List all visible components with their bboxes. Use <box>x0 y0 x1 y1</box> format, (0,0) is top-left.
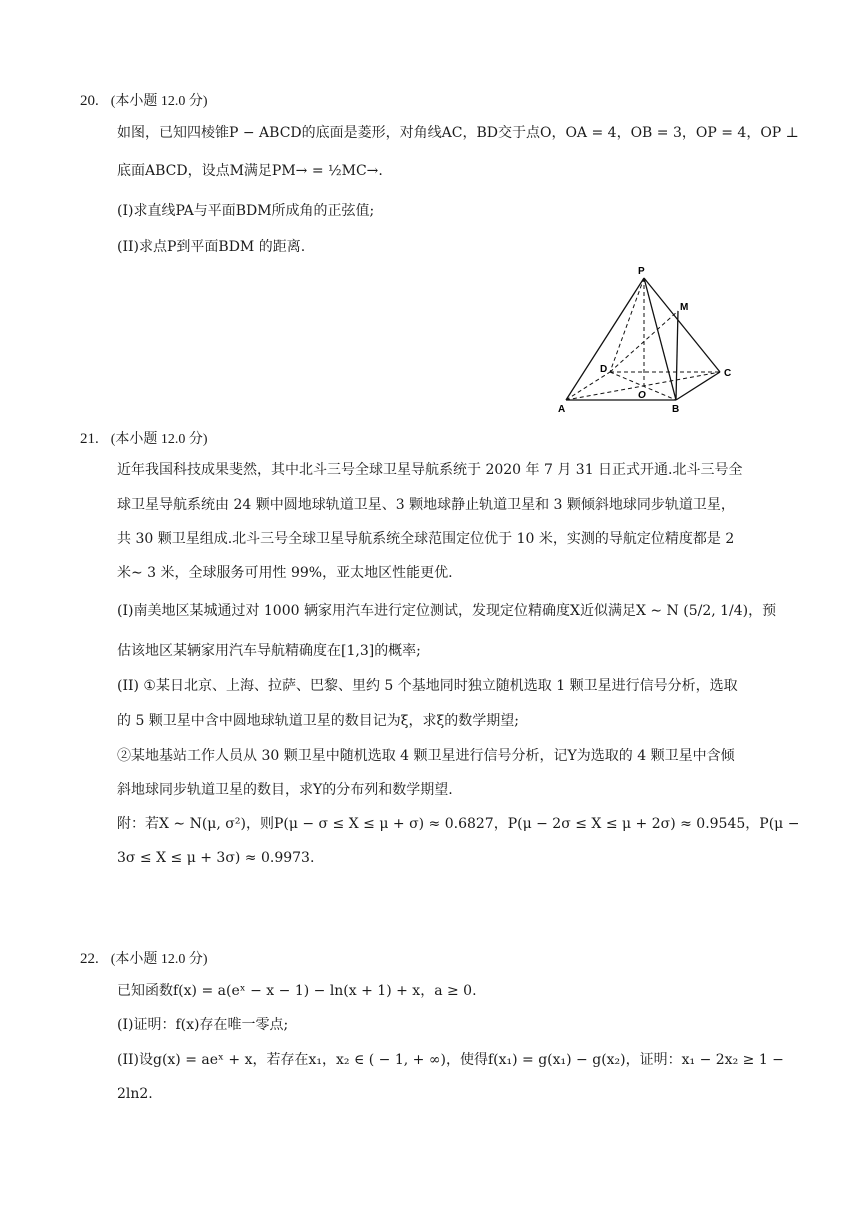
edge-BM <box>676 311 678 400</box>
question-number: 22. <box>80 951 99 967</box>
question-20-line-3: (I)求直线PA与平面BDM所成角的正弦值; <box>117 203 375 219</box>
label-C: C <box>724 368 732 379</box>
question-22-line-3: (II)设g(x) = aeˣ + x，若存在x₁，x₂ ∈ ( − 1, + ∞)，使得f(x₁) = g(x₁) − g(x₂)，证明：x₁ − 2x₂ ≥ 1 − <box>117 1052 784 1068</box>
question-22-line-1: 已知函数f(x) = a(eˣ − x − 1) − ln(x + 1) + x，a ≥ 0. <box>117 983 477 999</box>
question-21-line-10: 斜地球同步轨道卫星的数目，求Y的分布列和数学期望. <box>117 782 453 798</box>
edge-PB <box>644 278 676 400</box>
question-20-line-1: 如图，已知四棱锥P − ABCD的底面是菱形，对角线AC，BD交于点O，OA = 4，OB = 3，OP = 4，OP ⊥ <box>117 125 799 141</box>
label-O: O <box>638 390 646 401</box>
question-21-line-4: 米∼ 3 米，全球服务可用性 99%，亚太地区性能更优. <box>117 565 453 581</box>
question-score-tag: (本小题 12.0 分) <box>110 94 208 109</box>
question-20-line-2: 底面ABCD，设点M满足PM→ = ½MC→. <box>117 163 383 179</box>
question-21-line-5: (I)南美地区某城通过对 1000 辆家用汽车进行定位测试，发现定位精确度X近似满足X ∼ N (5/2, 1/4)，预 <box>117 603 777 619</box>
label-B: B <box>672 404 680 415</box>
question-21-line-8: 的 5 颗卫星中含中圆地球轨道卫星的数目记为ξ，求ξ的数学期望; <box>117 713 519 729</box>
question-21-header <box>80 428 208 448</box>
pyramid-figure <box>552 264 752 416</box>
question-22-line-2: (I)证明：f(x)存在唯一零点; <box>117 1017 289 1033</box>
question-21-line-2: 球卫星导航系统由 24 颗中圆地球轨道卫星、3 颗地球静止轨道卫星和 3 颗倾斜地球同步轨道卫星， <box>117 497 735 513</box>
question-21-line-3: 共 30 颗卫星组成.北斗三号全球卫星导航系统全球范围定位优于 10 米，实测的导航定位精度都是 2 <box>117 531 735 547</box>
question-number: 20. <box>80 93 99 109</box>
question-22-header <box>80 948 208 968</box>
question-21-line-6: 估该地区某辆家用汽车导航精确度在[1,3]的概率; <box>117 643 421 659</box>
question-21-line-7: (II) ①某日北京、上海、拉萨、巴黎、里约 5 个基地同时独立随机选取 1 颗卫星进行信号分析，选取 <box>117 678 738 694</box>
question-21-line-11: 附：若X ∼ N(μ, σ²)，则P(μ − σ ≤ X ≤ μ + σ) ≈ 0.6827，P(μ − 2σ ≤ X ≤ μ + 2σ) ≈ 0.9545，P(μ − <box>117 816 800 832</box>
question-21-line-1: 近年我国科技成果斐然，其中北斗三号全球卫星导航系统于 2020 年 7 月 31 日正式开通.北斗三号全 <box>117 462 743 478</box>
question-20-header <box>80 90 208 110</box>
question-22-line-4: 2ln2. <box>117 1086 153 1102</box>
question-20-line-4: (II)求点P到平面BDM 的距离. <box>117 239 306 255</box>
label-A: A <box>558 404 566 415</box>
edge-PC <box>644 278 720 372</box>
question-21-line-12: 3σ ≤ X ≤ μ + 3σ) ≈ 0.9973. <box>117 850 315 866</box>
question-score-tag: (本小题 12.0 分) <box>110 432 208 447</box>
question-21-line-9: ②某地基站工作人员从 30 颗卫星中随机选取 4 颗卫星进行信号分析，记Y为选取的 4 颗卫星中含倾 <box>117 748 735 764</box>
label-P: P <box>638 266 645 277</box>
question-score-tag: (本小题 12.0 分) <box>110 952 208 967</box>
label-D: D <box>600 364 608 375</box>
edge-PD <box>610 278 644 372</box>
label-M: M <box>680 302 689 313</box>
question-number: 21. <box>80 431 99 447</box>
